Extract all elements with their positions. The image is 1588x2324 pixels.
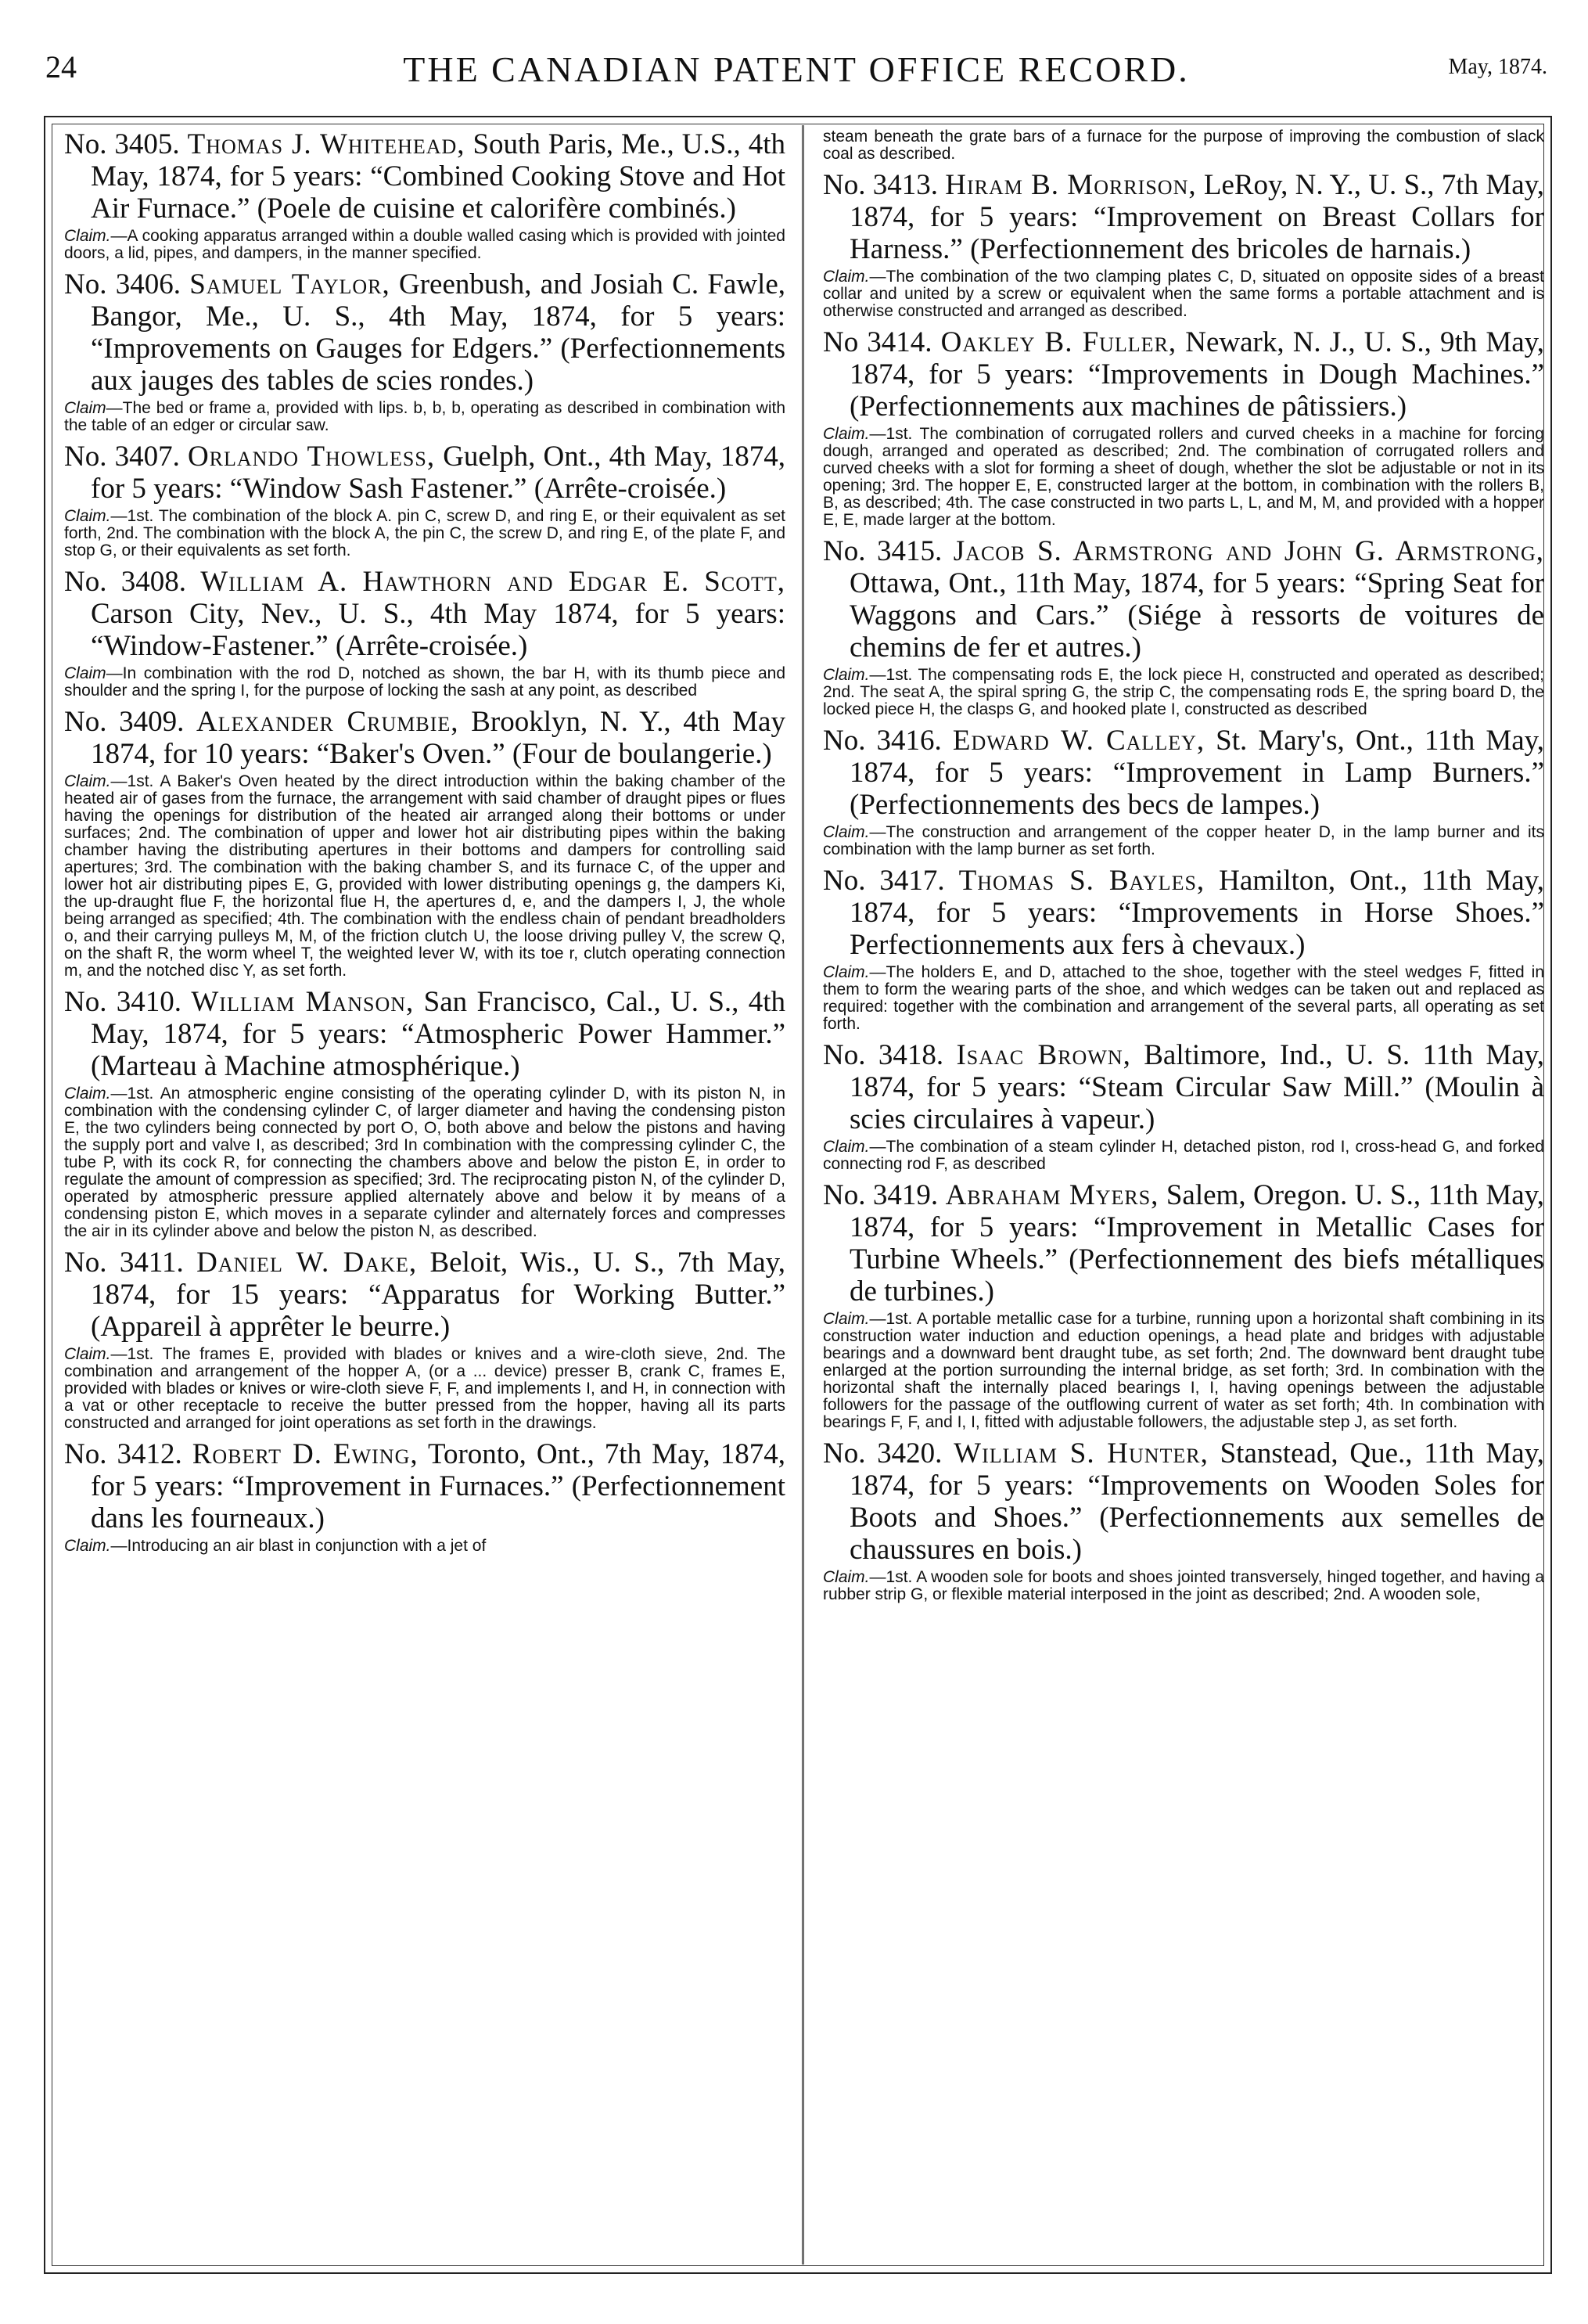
- patent-details: South Paris, Me., U.S., 4th May, 1874, for 5 years: “Combined Cooking Stove and Hot Air Furnace.” (Poele de cuisine et calorifère combinés.): [91, 128, 785, 225]
- patentee-name: Alexander Crumbie,: [196, 706, 459, 738]
- patent-details: Beloit, Wis., U. S., 7th May, 1874, for 15 years: “Apparatus for Working Butter.” (Appareil à apprêter le beurre.): [91, 1247, 785, 1343]
- patent-entry: [64, 268, 785, 434]
- claim-text: —1st. A portable metallic case for a turbine, running upon a horizontal shaft combining in its construction water induction and eduction openings, a head plate and bridges with adjustable bearings and a downward bent draught tube, as set forth; 2nd. The downward bent draught tube enlarged at the portion surrounding the internal bridge, as set forth; 3rd. In combination with the horizontal shaft the internally placed bearings I, I, having openings between the adjustable followers for the passage of the outflowing current of water as set forth; 4th. In combination with bearings F, F, and I, I, fitted with adjustable followers, the adjustable step J, as set forth.: [823, 1310, 1544, 1431]
- claim-text: —The holders E, and D, attached to the shoe, together with the steel wedges F, fitted in them to form the wearing parts of the shoe, and which wedges can be taken out and replaced as required: together with the combination and arrangement of the several parts, all operating as set forth.: [823, 963, 1544, 1033]
- patent-number: No. 3420.: [823, 1437, 943, 1470]
- patent-claim: [64, 773, 785, 980]
- patent-claim: [823, 426, 1544, 529]
- patent-heading: [823, 725, 1544, 821]
- claim-label: Claim.: [823, 425, 870, 443]
- patent-number: No. 3418.: [823, 1039, 944, 1071]
- claim-text: —1st. The combination of the block A. pin C, screw D, and ring E, or their equivalent as set forth, 2nd. The combination with the block A, the pin C, the screw D, and ring E, of the plate F, and stop G, or their equivalents as set forth.: [64, 507, 785, 559]
- patent-number: No. 3417.: [823, 865, 945, 897]
- patent-claim: [823, 1569, 1544, 1603]
- page-frame: [44, 116, 1552, 2274]
- patentee-name: Samuel Taylor,: [189, 268, 390, 300]
- patentee-name: Oakley B. Fuller,: [940, 326, 1177, 358]
- patent-details: St. Mary's, Ont., 11th May, 1874, for 5 years: “Improvement in Lamp Burners.” (Perfectionnements des becs de lampes.): [850, 725, 1544, 821]
- claim-text: —In combination with the rod D, notched as shown, the bar H, with its thumb piece and shoulder and the spring I, for the purpose of locking the sash at any point, as described: [64, 664, 785, 700]
- patent-number: No. 3419.: [823, 1179, 939, 1211]
- patent-details: LeRoy, N. Y., U. S., 7th May, 1874, for 5 years: “Improvement on Breast Collars for Harness.” (Perfectionnement des bricoles de harnais.): [850, 169, 1544, 265]
- patent-details: Carson City, Nev., U. S., 4th May 1874, for 5 years: “Window-Fastener.” (Arrête-croisée.): [91, 598, 785, 662]
- patent-heading: [823, 326, 1544, 423]
- patent-number: No. 3412.: [64, 1438, 182, 1470]
- claim-text: —1st. A wooden sole for boots and shoes jointed transversely, hinged together, and having a rubber strip G, or flexible material interposed in the joint as described; 2nd. A wooden sole,: [823, 1568, 1544, 1603]
- patent-heading: [823, 1437, 1544, 1566]
- patent-details: Salem, Oregon. U. S., 11th May, 1874, for 5 years: “Improvement in Metallic Cases for Turbine Wheels.” (Perfectionnement des biefs métalliques de turbines.): [850, 1179, 1544, 1308]
- claim-text: —A cooking apparatus arranged within a double walled casing which is provided with jointed doors, a lid, pipes, and dampers, in the manner specified.: [64, 227, 785, 262]
- claim-label: Claim.: [64, 227, 111, 245]
- patent-number: No. 3410.: [64, 986, 182, 1018]
- claim-label: Claim.: [64, 772, 111, 790]
- patent-details: Brooklyn, N. Y., 4th May 1874, for 10 years: “Baker's Oven.” (Four de boulangerie.): [91, 706, 785, 770]
- patentee-name: Daniel W. Dake,: [196, 1247, 418, 1279]
- patent-heading: [823, 1039, 1544, 1135]
- claim-text: —1st. An atmospheric engine consisting of the operating cylinder D, with its piston N, in combination with the condensing cylinder C, of larger diameter and having the condensing piston E, the two cylinders being connected by port O, O, both above and below the pistons and having the supply port and valve I, as described; 3rd In combination with the compressing cylinder C, the tube P, with its cock R, for connecting the chambers above and below the piston E, in order to regulate the amount of compression as specified; 3rd. The reciprocating piston N, of the cylinder D, operated by atmospheric pressure applied alternately above and below it by means of a condensing piston E, which moves in a separate cylinder and alternately forces and compresses the air in its cylinder above and below the piston N, as described.: [64, 1085, 785, 1240]
- patent-claim: [823, 667, 1544, 718]
- patentee-name: Orlando Thowless,: [187, 441, 436, 473]
- patent-entry: [823, 169, 1544, 320]
- patent-number: No. 3408.: [64, 566, 186, 598]
- claim-label: Claim.: [823, 666, 870, 684]
- patentee-name: Thomas S. Bayles,: [958, 865, 1205, 897]
- patentee-name: William S. Hunter,: [954, 1437, 1209, 1470]
- patentee-name: Thomas J. Whitehead,: [187, 128, 465, 160]
- patent-heading: [823, 535, 1544, 664]
- journal-title: THE CANADIAN PATENT OFFICE RECORD.: [403, 49, 1190, 89]
- patent-number: No. 3405.: [64, 128, 180, 160]
- patent-entry: [64, 1438, 785, 1555]
- claim-label: Claim.: [823, 1138, 870, 1156]
- patent-number: No. 3411.: [64, 1247, 184, 1279]
- claim-text: —1st. The compensating rods E, the lock piece H, constructed and operated as described; 2nd. The seat A, the spiral spring G, the strip C, the compensating rods E, the spring board D, the locked piece H, the clasps G, and hooked plate I, constructed as described: [823, 666, 1544, 718]
- patentee-name: Jacob S. Armstrong and John G. Armstrong,: [953, 535, 1544, 567]
- patent-number: No. 3413.: [823, 169, 938, 201]
- patent-claim: [823, 1311, 1544, 1431]
- right-column: [823, 128, 1544, 2261]
- patentee-name: William A. Hawthorn and Edgar E. Scott,: [200, 566, 785, 598]
- patent-number: No 3414.: [823, 326, 932, 358]
- patent-claim: [823, 964, 1544, 1033]
- issue-date: May, 1874.: [1448, 55, 1547, 79]
- patent-claim: [823, 824, 1544, 858]
- patent-details: Toronto, Ont., 7th May, 1874, for 5 years: “Improvement in Furnaces.” (Perfectionnement dans les fourneaux.): [91, 1438, 785, 1534]
- patent-number: No. 3409.: [64, 706, 185, 738]
- patent-entry: [64, 441, 785, 559]
- patent-entry: [64, 128, 785, 262]
- patent-entry: [823, 326, 1544, 529]
- patent-claim: [64, 1085, 785, 1240]
- claim-text: —1st. The combination of corrugated rollers and curved cheeks in a machine for forcing dough, arranged and operated as described; 2nd. The combination of corrugated rollers and curved cheeks with a slot for forming a sheet of dough, whether the slot be adjustable or not in its opening; 3rd. The hopper E, E, constructed larger at the bottom, in combination with the rollers B, B, as described; 4th. The case constructed in two parts L, L, and M, M, and provided with a hopper E, E, made larger at the bottom.: [823, 425, 1544, 529]
- claim-label: Claim.: [823, 268, 870, 286]
- claim-label: Claim.: [823, 1568, 870, 1586]
- patent-heading: [823, 865, 1544, 961]
- claim-label: Claim.: [64, 1537, 111, 1555]
- patent-entry: [823, 865, 1544, 1033]
- claim-label: Claim.: [823, 963, 870, 981]
- patent-number: No. 3407.: [64, 441, 180, 473]
- patent-entry: [64, 706, 785, 980]
- patent-heading: [823, 1179, 1544, 1308]
- patent-entry: [823, 535, 1544, 718]
- patent-heading: [64, 1247, 785, 1343]
- claim-text: —The combination of a steam cylinder H, detached piston, rod I, cross-head G, and forked connecting rod F, as described: [823, 1138, 1544, 1173]
- patent-details: Hamilton, Ont., 11th May, 1874, for 5 years: “Improvements in Horse Shoes.” Perfectionnements aux fers à chevaux.): [850, 865, 1544, 961]
- patent-heading: [64, 128, 785, 225]
- patentee-name: Robert D. Ewing,: [192, 1438, 419, 1470]
- patent-number: No. 3416.: [823, 725, 942, 757]
- patent-entry: [823, 1039, 1544, 1173]
- patent-details: Stanstead, Que., 11th May, 1874, for 5 years: “Improvements on Wooden Soles for Boots and Shoes.” (Perfectionnements aux semelles de chaussures en bois.): [850, 1437, 1544, 1566]
- patent-number: No. 3406.: [64, 268, 181, 300]
- patent-details: Baltimore, Ind., U. S. 11th May, 1874, for 5 years: “Steam Circular Saw Mill.” (Moulin à scies circulaires à vapeur.): [850, 1039, 1544, 1135]
- patent-heading: [64, 706, 785, 770]
- claim-text: —1st. The frames E, provided with blades or knives and a wire-cloth sieve, 2nd. The combination and arrangement of the hopper A, (or a ... device) presser B, crank C, frames E, provided with blades or knives or wire-cloth sieve F, F, and implements I, and H, in connection with a vat or other receptacle to receive the butter pressed from the hopper, having all its parts constructed and arranged for joint operations as set forth in the drawings.: [64, 1345, 785, 1432]
- patent-heading: [823, 169, 1544, 265]
- patent-claim: [64, 1346, 785, 1432]
- claim-label: Claim.: [64, 1085, 111, 1103]
- claim-text: —Introducing an air blast in conjunction with a jet of: [110, 1537, 487, 1555]
- patentee-name: Edward W. Calley,: [952, 725, 1205, 757]
- patent-details: Newark, N. J., U. S., 9th May, 1874, for 5 years: “Improvements in Dough Machines.” (Perfectionnements aux machines de pâtissiers.): [850, 326, 1544, 423]
- patent-heading: [64, 986, 785, 1082]
- claim-label: Claim.: [64, 1345, 111, 1363]
- patent-claim: [823, 1139, 1544, 1173]
- claim-label: Claim.: [823, 823, 870, 841]
- patent-heading: [64, 441, 785, 505]
- patentee-name: Abraham Myers,: [945, 1179, 1159, 1211]
- patent-entry: [64, 986, 785, 1240]
- claim-label: Claim: [64, 399, 106, 417]
- patent-heading: [64, 1438, 785, 1534]
- page-number: 24: [45, 49, 77, 85]
- patent-entry: [64, 1247, 785, 1432]
- patent-heading: [64, 268, 785, 397]
- patent-heading: [64, 566, 785, 662]
- patentee-name: Isaac Brown,: [956, 1039, 1131, 1071]
- patentee-name: William Manson,: [191, 986, 415, 1018]
- claim-text: —The construction and arrangement of the copper heater D, in the lamp burner and its combination with the lamp burner as set forth.: [823, 823, 1544, 858]
- patent-details: Greenbush, and Josiah C. Fawle, Bangor, Me., U. S., 4th May, 1874, for 5 years: “Improvements on Gauges for Edgers.” (Perfectionnements aux jauges des tables de scies rondes.): [91, 268, 785, 397]
- claim-label: Claim: [64, 664, 106, 682]
- patent-entry: [64, 566, 785, 700]
- patent-claim: [64, 665, 785, 700]
- claim-label: Claim.: [64, 507, 111, 525]
- patentee-name: Hiram B. Morrison,: [945, 169, 1197, 201]
- patent-claim: [64, 228, 785, 262]
- claim-text: —The combination of the two clamping plates C, D, situated on opposite sides of a breast collar and united by a screw or equivalent when the same forms a portable attachment and is otherwise constructed and arranged as described.: [823, 268, 1544, 320]
- patent-number: No. 3415.: [823, 535, 943, 567]
- continued-claim-text: steam beneath the grate bars of a furnace for the purpose of improving the combustion of slack coal as described.: [823, 128, 1544, 163]
- patent-claim: [823, 268, 1544, 320]
- patent-entry: [823, 725, 1544, 858]
- claim-text: —1st. A Baker's Oven heated by the direct introduction within the baking chamber of the heated air of gases from the furnace, the arrangement with said chamber of draught pipes or flues having the openings for distribution of the heated air arranged along their bottoms or under surfaces; 2nd. The combination of upper and lower hot air distributing pipes within the baking chamber having the distributing apertures in their bottoms and dampers for controlling said apertures; 3rd. The combination with the baking chamber S, and its furnace C, of the upper and lower hot air distributing pipes E, G, provided with lower distributing openings g, the dampers Ki, the up-draught flue F, the horizontal flue H, the apertures d, e, and the dampers I, J, the whole being arranged as specified; 4th. The combination with the endless chain of pendant breadholders o, and their carrying pulleys M, M, of the friction clutch U, the loose driving pulley V, the screw Q, on the shaft R, the worm wheel T, the weighted lever W, with its toe r, clutch operating connection m, and the notched disc Y, as set forth.: [64, 772, 785, 980]
- claim-label: Claim.: [823, 1310, 870, 1328]
- patent-entry: [823, 1437, 1544, 1603]
- patent-claim: [64, 1538, 785, 1555]
- patent-details: Ottawa, Ont., 11th May, 1874, for 5 years: “Spring Seat for Waggons and Cars.” (Siége à ressorts de voitures de chemins de fer et autres.): [850, 567, 1544, 664]
- claim-text: —The bed or frame a, provided with lips. b, b, b, operating as described in combination with the table of an edger or circular saw.: [64, 399, 785, 434]
- page-header: [45, 49, 1547, 95]
- patent-details: Guelph, Ont., 4th May, 1874, for 5 years: “Window Sash Fastener.” (Arrête-croisée.): [91, 441, 785, 505]
- left-column: [64, 128, 785, 2261]
- column-divider: [802, 125, 804, 2265]
- patent-details: San Francisco, Cal., U. S., 4th May, 1874, for 5 years: “Atmospheric Power Hammer.” (Marteau à Machine atmosphérique.): [91, 986, 785, 1082]
- patent-claim: [64, 508, 785, 559]
- patent-claim: [64, 400, 785, 434]
- patent-entry: [823, 1179, 1544, 1431]
